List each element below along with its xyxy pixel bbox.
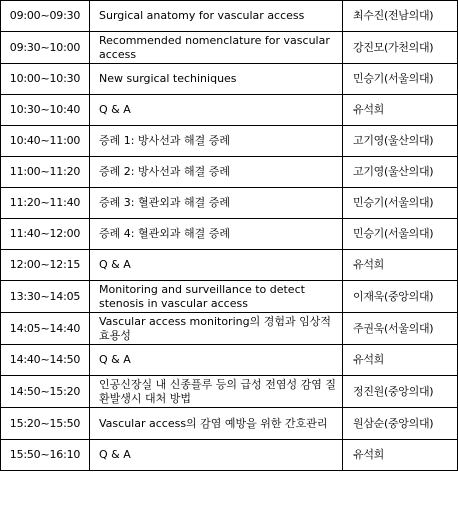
schedule-row (1, 188, 458, 219)
time-cell: 11:00~11:20 (1, 157, 90, 188)
speaker-cell: 원삼순(중앙의대) (343, 408, 458, 440)
topic-cell: Monitoring and surveillance to detect stenosis in vascular access (90, 281, 343, 313)
time-cell: 13:30~14:05 (1, 281, 90, 313)
schedule-row (1, 126, 458, 157)
schedule-body (1, 1, 458, 471)
speaker-cell: 민승기(서울의대) (343, 219, 458, 250)
time-cell: 10:00~10:30 (1, 64, 90, 95)
topic-cell: 증례 4: 혈관외과 해결 증례 (90, 219, 343, 250)
schedule-row (1, 32, 458, 64)
speaker-cell: 유석희 (343, 345, 458, 376)
time-cell: 09:30~10:00 (1, 32, 90, 64)
speaker-cell: 이재욱(중앙의대) (343, 281, 458, 313)
speaker-cell: 민승기(서울의대) (343, 64, 458, 95)
speaker-cell: 주권욱(서울의대) (343, 313, 458, 345)
time-cell: 15:20~15:50 (1, 408, 90, 440)
time-cell: 14:50~15:20 (1, 376, 90, 408)
speaker-cell: 고기영(울산의대) (343, 157, 458, 188)
speaker-cell: 강진모(가천의대) (343, 32, 458, 64)
schedule-row (1, 250, 458, 281)
time-cell: 10:30~10:40 (1, 95, 90, 126)
topic-cell: Q & A (90, 250, 343, 281)
topic-cell: 증례 1: 방사선과 해결 증례 (90, 126, 343, 157)
speaker-cell: 고기영(울산의대) (343, 126, 458, 157)
time-cell: 11:40~12:00 (1, 219, 90, 250)
topic-cell: Vascular access monitoring의 경험과 임상적 효용성 (90, 313, 343, 345)
speaker-cell: 민승기(서울의대) (343, 188, 458, 219)
speaker-cell: 정진원(중앙의대) (343, 376, 458, 408)
schedule-row (1, 281, 458, 313)
schedule-row (1, 376, 458, 408)
schedule-row (1, 219, 458, 250)
topic-cell: Surgical anatomy for vascular access (90, 1, 343, 32)
schedule-row (1, 64, 458, 95)
schedule-row (1, 408, 458, 440)
schedule-row (1, 440, 458, 471)
speaker-cell: 최수진(전남의대) (343, 1, 458, 32)
time-cell: 12:00~12:15 (1, 250, 90, 281)
topic-cell: 증례 2: 방사선과 해결 증례 (90, 157, 343, 188)
time-cell: 14:05~14:40 (1, 313, 90, 345)
topic-cell: Vascular access의 감염 예방을 위한 간호관리 (90, 408, 343, 440)
schedule-row (1, 157, 458, 188)
time-cell: 09:00~09:30 (1, 1, 90, 32)
schedule-row (1, 1, 458, 32)
schedule-row (1, 95, 458, 126)
time-cell: 11:20~11:40 (1, 188, 90, 219)
topic-cell: Q & A (90, 440, 343, 471)
time-cell: 14:40~14:50 (1, 345, 90, 376)
topic-cell: Q & A (90, 95, 343, 126)
topic-cell: Q & A (90, 345, 343, 376)
topic-cell: 증례 3: 혈관외과 해결 증례 (90, 188, 343, 219)
speaker-cell: 유석희 (343, 440, 458, 471)
schedule-row (1, 313, 458, 345)
topic-cell: New surgical techiniques (90, 64, 343, 95)
time-cell: 10:40~11:00 (1, 126, 90, 157)
speaker-cell: 유석희 (343, 250, 458, 281)
speaker-cell: 유석희 (343, 95, 458, 126)
topic-cell: 인공신장실 내 신종플루 등의 급성 전염성 감염 질환발생시 대처 방법 (90, 376, 343, 408)
time-cell: 15:50~16:10 (1, 440, 90, 471)
topic-cell: Recommended nomenclature for vascular access (90, 32, 343, 64)
schedule-row (1, 345, 458, 376)
